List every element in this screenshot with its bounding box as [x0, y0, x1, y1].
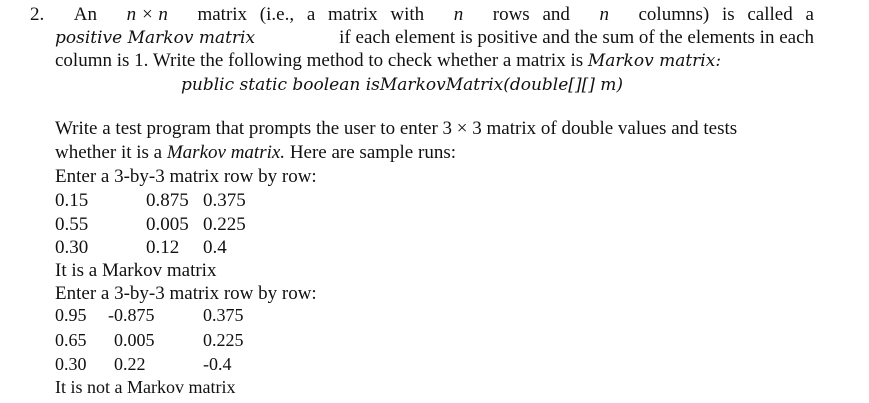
line5-text: Write a test program that prompts the user to enter 3 × 3 matrix of double values and tests [55, 118, 738, 139]
run1-cell-r3c2: 0.12 [146, 237, 180, 258]
problem-number: 2. [30, 4, 45, 25]
problem-line-3 [55, 50, 721, 72]
line6-b: Here are sample runs: [289, 142, 456, 163]
run2-result: It is not a Markov matrix [55, 377, 236, 397]
line1-columns-called: columns) is called a [638, 4, 814, 25]
line1-n-columns: n [599, 4, 609, 25]
line1-n-rows: n [453, 4, 464, 25]
run2-cell-r1c2: -0.875 [108, 305, 155, 325]
line3-text: column is 1. Write the following method to check whether a matrix is [55, 50, 584, 71]
problem-line-6 [55, 142, 456, 164]
problem-line-5 [55, 118, 737, 140]
line1-matrix-ie: matrix (i.e., a matrix with [197, 4, 425, 25]
run2-cell-r1c3: 0.375 [203, 305, 244, 325]
line2-rest: if each element is positive and the sum of the elements in each [339, 27, 814, 48]
run2-cell-r2c3: 0.225 [203, 330, 244, 350]
run1-result: It is a Markov matrix [55, 260, 217, 281]
run2-cell-r1c1: 0.95 [55, 305, 87, 325]
positive-markov-term: positive Markov matrix [55, 28, 256, 48]
run1-cell-r1c2: 0.875 [146, 190, 189, 211]
run2-cell-r2c1: 0.65 [55, 330, 87, 350]
run1-cell-r1c1: 0.15 [55, 190, 89, 211]
line1-n-times-n: n × n [126, 4, 168, 25]
run2-cell-r3c3: -0.4 [203, 354, 232, 374]
problem-line-1 [30, 4, 814, 26]
problem-line-2 [55, 27, 814, 49]
run1-cell-r2c1: 0.55 [55, 214, 89, 235]
run2-cell-r2c2: 0.005 [114, 330, 155, 350]
run2-prompt: Enter a 3-by-3 matrix row by row: [55, 283, 317, 304]
run1-cell-r2c2: 0.005 [146, 214, 189, 235]
run2-cell-r3c2: 0.22 [114, 354, 146, 374]
run2-cell-r3c1: 0.30 [55, 354, 87, 374]
markov-matrix-term: Markov matrix: [587, 51, 722, 71]
line1-rows-and: rows and [492, 4, 570, 25]
run1-cell-r1c3: 0.375 [203, 190, 246, 211]
line6-markov-term: Markov matrix. [166, 142, 286, 163]
line6-a: whether it is a [55, 142, 163, 163]
line1-an: An [73, 4, 98, 25]
method-signature: public static boolean isMarkovMatrix(double[][] m) [181, 75, 623, 95]
run1-cell-r2c3: 0.225 [203, 214, 246, 235]
run1-cell-r3c1: 0.30 [55, 237, 89, 258]
run1-prompt: Enter a 3-by-3 matrix row by row: [55, 166, 317, 187]
run1-cell-r3c3: 0.4 [203, 237, 227, 258]
